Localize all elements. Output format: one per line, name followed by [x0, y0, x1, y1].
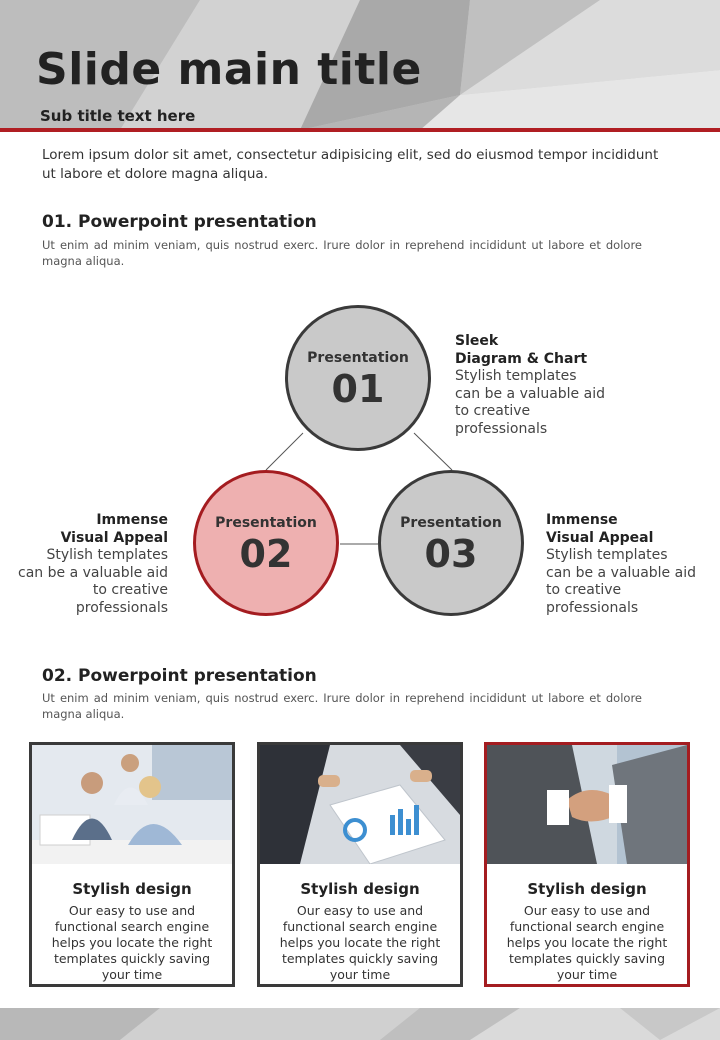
note-line: Stylish templates: [46, 547, 168, 563]
circle-number: 02: [239, 532, 293, 576]
section1-body: Ut enim ad minim veniam, quis nostrud exerc. Irure dolor in reprehend incididunt ut labore et dolore magna aliqua.: [42, 238, 642, 268]
intro-text: Lorem ipsum dolor sit amet, consectetur adipisicing elit, sed do eiusmod tempor incididunt ut labore et dolore magna aliqua.: [42, 147, 659, 182]
footer-banner: [0, 1008, 720, 1040]
note-heading: Immense: [546, 512, 618, 528]
business-charts-photo: [260, 745, 460, 864]
feature-card-3: [484, 742, 690, 987]
circle-number: 01: [331, 367, 385, 411]
note-line: Stylish templates: [455, 368, 577, 384]
page-title: Slide main title: [36, 44, 422, 95]
diagram-circle-03: [378, 470, 524, 616]
page-subtitle: Sub title text here: [40, 107, 196, 125]
card-body: Our easy to use and functional search engine helps you locate the right templates quickly saving your time: [51, 903, 213, 982]
note-line: professionals: [546, 599, 639, 616]
section1-title: 01. Powerpoint presentation: [42, 212, 317, 232]
section2-title: 02. Powerpoint presentation: [42, 666, 317, 686]
header-divider: [0, 128, 720, 132]
note-line: to creative: [546, 582, 622, 598]
card-body: Our easy to use and functional search engine helps you locate the right templates quickly saving your time: [506, 903, 668, 982]
cycle-diagram: [0, 290, 720, 640]
feature-card-2: [257, 742, 463, 987]
note-line: Stylish templates: [546, 547, 668, 563]
note-right: [546, 512, 696, 617]
note-heading: Visual Appeal: [60, 529, 168, 546]
circle-label: Presentation: [400, 515, 502, 531]
card-body: Our easy to use and functional search engine helps you locate the right templates quickly saving your time: [279, 903, 441, 982]
diagram-circle-02: [193, 470, 339, 616]
card-title: Stylish design: [300, 880, 420, 898]
circle-number: 03: [424, 532, 478, 576]
note-line: can be a valuable aid: [18, 564, 168, 581]
note-left: [18, 512, 168, 617]
footer-polygon-background: [0, 1008, 720, 1040]
section2-body: Ut enim ad minim veniam, quis nostrud exerc. Irure dolor in reprehend incididunt ut labore et dolore magna aliqua.: [42, 691, 642, 721]
circle-label: Presentation: [215, 515, 317, 531]
note-top-right: [455, 333, 605, 438]
note-line: can be a valuable aid: [546, 564, 696, 581]
office-team-photo: [32, 745, 232, 864]
note-line: professionals: [455, 420, 548, 437]
note-line: to creative: [92, 582, 168, 598]
feature-card-1: [29, 742, 235, 987]
note-line: can be a valuable aid: [455, 385, 605, 402]
handshake-photo: [487, 745, 687, 864]
diagram-circle-01: [285, 305, 431, 451]
circle-label: Presentation: [307, 350, 409, 366]
note-line: to creative: [455, 403, 531, 419]
card-title: Stylish design: [527, 880, 647, 898]
note-heading: Diagram & Chart: [455, 350, 588, 367]
note-heading: Visual Appeal: [546, 529, 654, 546]
note-line: professionals: [75, 599, 168, 616]
note-heading: Immense: [96, 512, 168, 528]
card-title: Stylish design: [72, 880, 192, 898]
note-heading: Sleek: [455, 333, 499, 349]
